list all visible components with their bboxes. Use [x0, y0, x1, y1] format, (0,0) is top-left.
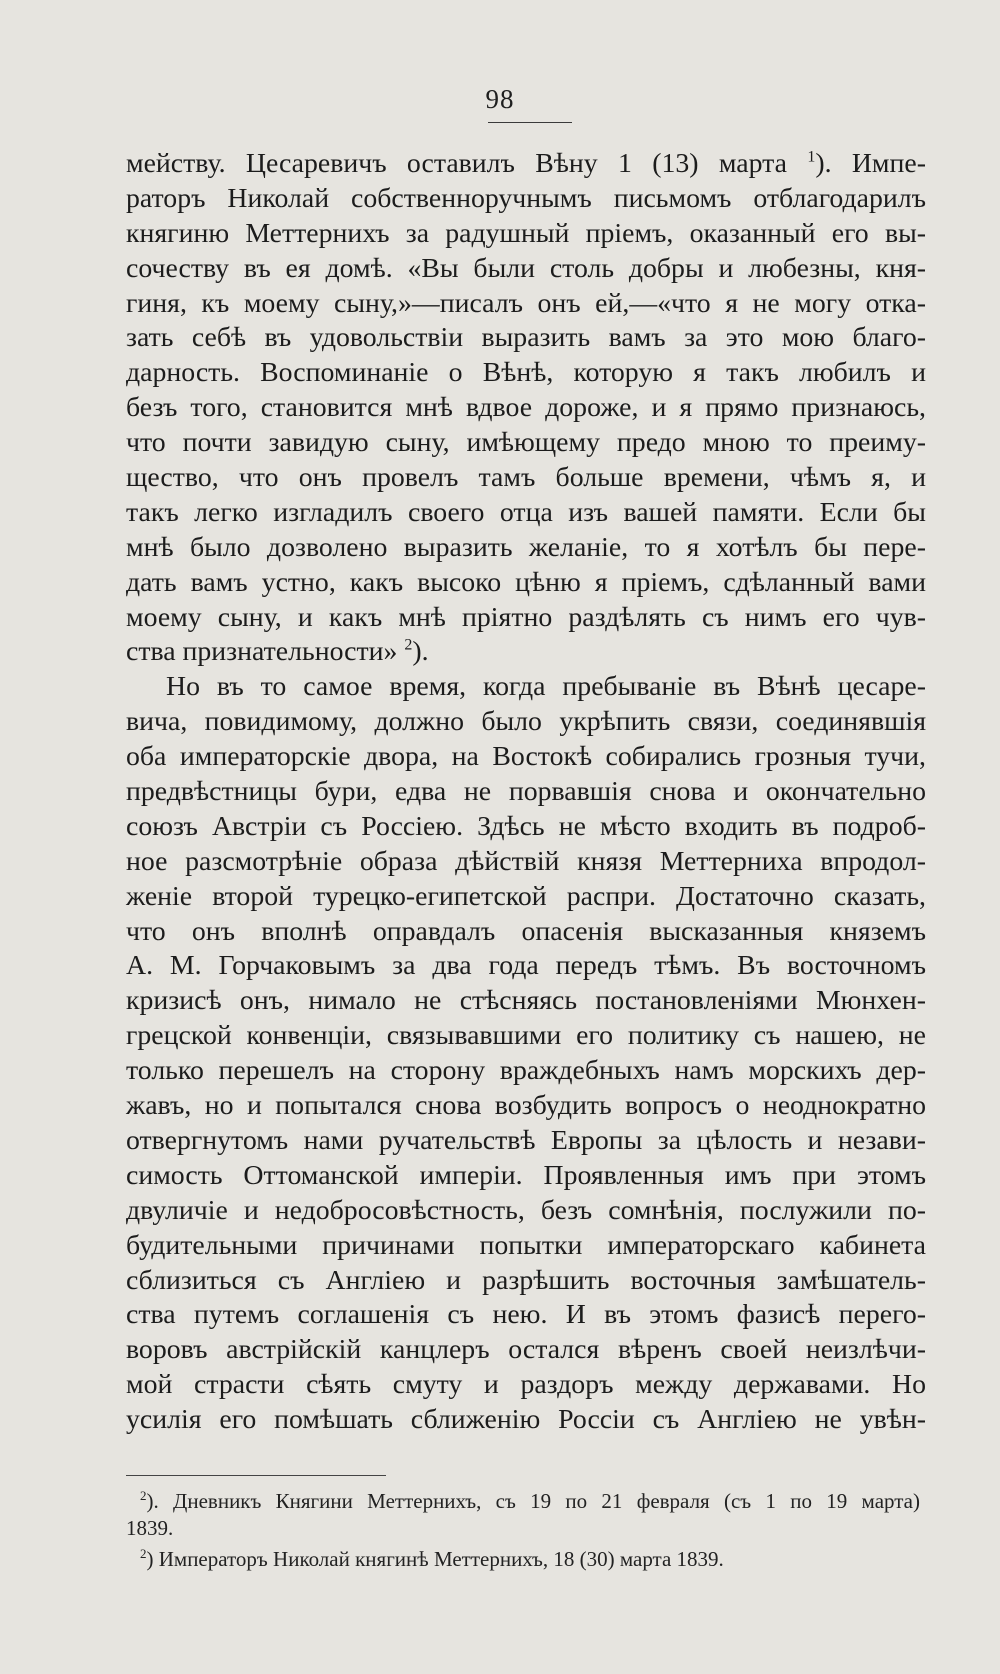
text-line-content: мой страсти сѣять смуту и раздоръ между державами. Но	[126, 1369, 926, 1401]
text-line	[126, 496, 926, 531]
text-line-content: усилія его помѣшать сближенію Россіи съ Англіею не увѣн-	[126, 1404, 926, 1436]
text-line	[126, 1264, 926, 1299]
text-line	[126, 217, 926, 252]
footnote-number: 2	[140, 1488, 147, 1503]
text-line-content: симость Оттоманской имперіи. Проявленныя имъ при этомъ	[126, 1159, 926, 1191]
text-line	[126, 984, 926, 1019]
text-line	[126, 147, 926, 182]
text-line-content: А. М. Горчаковымъ за два года передъ тѣмъ. Въ восточномъ	[126, 950, 926, 982]
page-number: 98	[485, 84, 515, 114]
text-line	[126, 321, 926, 356]
text-line	[126, 1333, 926, 1368]
text-line	[126, 1403, 926, 1438]
text-line	[126, 949, 926, 984]
footnote-continuation: 1839.	[126, 1516, 174, 1540]
text-line	[126, 810, 926, 845]
text-line-content: ства признательности»	[126, 636, 405, 668]
text-line	[126, 635, 926, 670]
text-line-content: только перешелъ на сторону враждебныхъ намъ морскихъ дер-	[126, 1055, 926, 1087]
text-line-content: безъ того, становится мнѣ вдвое дороже, и я прямо признаюсь,	[126, 392, 926, 424]
text-line-tail: ).	[412, 636, 429, 668]
text-line	[126, 601, 926, 636]
text-line	[126, 252, 926, 287]
text-line	[126, 461, 926, 496]
footnote-text: ) Императоръ Николай княгинѣ Меттернихъ, 18 (30) марта 1839.	[146, 1547, 724, 1571]
text-line-content: ное разсмотрѣніе образа дѣйствій князя Меттерниха впродол-	[126, 845, 926, 877]
text-line	[126, 1019, 926, 1054]
text-line	[126, 287, 926, 322]
text-line	[126, 391, 926, 426]
text-line	[126, 1089, 926, 1124]
text-line	[126, 670, 926, 705]
footnotes	[126, 1488, 920, 1573]
text-line-content: раторъ Николай собственноручнымъ письмомъ отблагодарилъ	[126, 182, 926, 214]
text-line-content: вича, повидимому, должно было укрѣпить связи, соединявшія	[126, 706, 926, 738]
text-line-content: ства путемъ соглашенія съ нею. И въ этомъ фазисѣ перего-	[126, 1299, 926, 1331]
text-line	[126, 775, 926, 810]
text-line-content: сблизиться съ Англіею и разрѣшить восточныя замѣшатель-	[126, 1264, 926, 1296]
footnote	[140, 1546, 920, 1573]
text-line-content: что онъ вполнѣ оправдалъ опасенія высказанныя княземъ	[126, 915, 926, 947]
text-line	[126, 1298, 926, 1333]
text-line	[126, 1159, 926, 1194]
text-line-content: щество, что онъ провелъ тамъ больше времени, чѣмъ я, и	[126, 462, 926, 494]
page-number-rule	[488, 122, 572, 123]
text-line	[126, 880, 926, 915]
text-line	[126, 356, 926, 391]
footnote-text: ). Дневникъ Княгини Меттернихъ, съ 19 по 21 февраля (съ 1 по 19 марта)	[146, 1489, 920, 1513]
text-line	[126, 1124, 926, 1159]
text-line-content: такъ легко изгладилъ своего отца изъ вашей памяти. Если бы	[126, 496, 926, 528]
footnote-marker: 1	[807, 148, 816, 166]
body-text	[126, 147, 926, 1438]
footnote-marker: 2	[404, 637, 413, 655]
text-line	[126, 915, 926, 950]
footnote-rule	[126, 1475, 386, 1476]
text-line	[126, 1054, 926, 1089]
text-line-content: дарность. Воспоминаніе о Вѣнѣ, которую я такъ любилъ и	[126, 357, 926, 389]
text-line-content: двуличіе и недобросовѣстность, безъ сомнѣнія, послужили по-	[126, 1194, 926, 1226]
text-line-content: предвѣстницы бури, едва не порвавшія снова и окончательно	[126, 776, 926, 808]
text-line-content: союзъ Австріи съ Россіею. Здѣсь не мѣсто входить въ подроб-	[126, 810, 926, 842]
text-line	[126, 426, 926, 461]
text-line-content: моему сыну, и какъ мнѣ пріятно раздѣлять съ нимъ его чув-	[126, 601, 926, 633]
footnote-line	[140, 1547, 724, 1571]
text-line	[126, 531, 926, 566]
text-line	[126, 705, 926, 740]
text-line	[126, 740, 926, 775]
text-line-content: мнѣ было дозволено выразить желаніе, то я хотѣлъ бы пере-	[126, 531, 926, 563]
text-line-content: будительными причинами попытки императорскаго кабинета	[126, 1229, 926, 1261]
text-line-content: воровъ австрійскій канцлеръ остался вѣренъ своей неизлѣчи-	[126, 1334, 926, 1366]
text-line-content: кризисѣ онъ, нимало не стѣсняясь постановленіями Мюнхен-	[126, 985, 926, 1017]
text-line-content: зать себѣ въ удовольствіи выразить вамъ за это мою благо-	[126, 322, 926, 354]
text-line	[126, 1194, 926, 1229]
text-line-content: сочеству въ ея домѣ. «Вы были столь добры и любезны, кня-	[126, 252, 926, 284]
footnote	[126, 1488, 920, 1542]
text-line-content: мейству. Цесаревичъ оставилъ Вѣну 1 (13) марта	[126, 148, 808, 179]
text-line-content: оба императорскіе двора, на Востокѣ собирались грозныя тучи,	[126, 741, 926, 773]
footnote-line	[140, 1488, 920, 1515]
text-line-content: женіе второй турецко-египетской распри. Достаточно сказать,	[126, 880, 926, 912]
text-line-content: Но въ то самое время, когда пребываніе въ Вѣнѣ цесаре-	[166, 671, 926, 703]
text-line-content: грецской конвенціи, связывавшими его политику съ нашею, не	[126, 1020, 926, 1052]
text-line-content: отвергнутомъ нами ручательствѣ Европы за цѣлость и незави-	[126, 1124, 926, 1156]
footnote-number: 2	[140, 1546, 147, 1561]
text-line-tail: ). Импе-	[815, 148, 926, 179]
text-line	[126, 182, 926, 217]
text-line	[126, 566, 926, 601]
text-line-content: что почти завидую сыну, имѣющему предо мною то преиму-	[126, 427, 926, 459]
text-line-content: княгиню Меттернихъ за радушный пріемъ, оказанный его вы-	[126, 217, 926, 249]
text-line-content: дать вамъ устно, какъ высоко цѣню я пріемъ, сдѣланный вами	[126, 566, 926, 598]
text-line	[126, 845, 926, 880]
text-line	[126, 1368, 926, 1403]
text-line	[126, 1229, 926, 1264]
text-line-content: гиня, къ моему сыну,»—писалъ онъ ей,—«что я не могу отка-	[126, 287, 926, 319]
text-line-content: жавъ, но и попытался снова возбудить вопросъ о неоднократно	[126, 1090, 926, 1122]
